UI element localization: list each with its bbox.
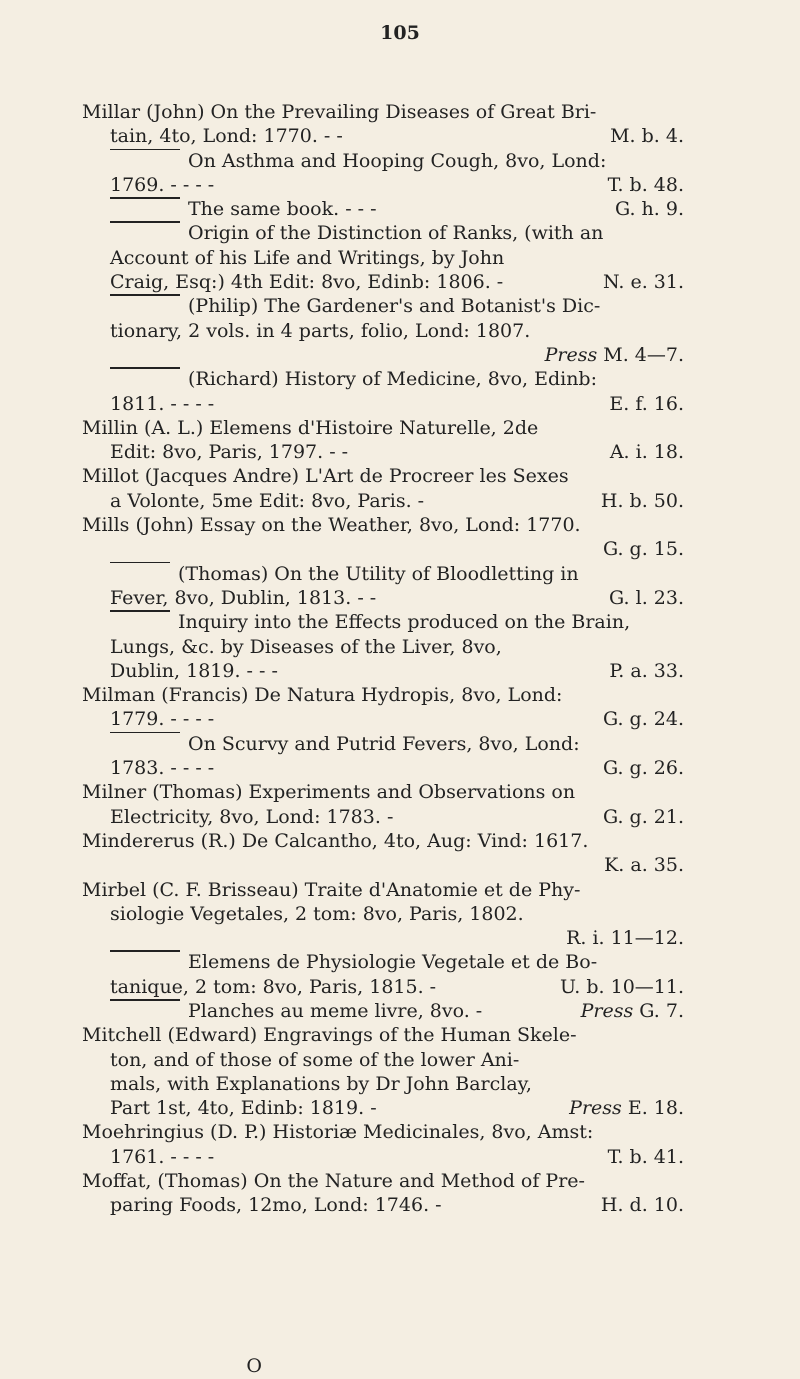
entry-text: a Volonte, 5me Edit: 8vo, Paris. - xyxy=(110,489,425,512)
catalogue-line xyxy=(82,537,684,561)
catalogue-line xyxy=(82,659,684,683)
catalogue-line xyxy=(82,319,684,343)
shelf-mark: G. g. 26. xyxy=(602,757,684,780)
catalogue-line xyxy=(82,1169,684,1193)
catalogue-line xyxy=(82,975,684,999)
catalogue-line xyxy=(82,392,684,416)
entry-text: siologie Vegetales, 2 tom: 8vo, Paris, 1802. xyxy=(110,902,524,925)
catalogue-line xyxy=(82,1096,684,1120)
entry-text: Millar (John) On the Prevailing Diseases of Great Bri- xyxy=(82,101,597,123)
shelf-mark: G. g. 24. xyxy=(602,708,684,731)
catalogue-line xyxy=(82,246,684,270)
shelf-mark: U. b. 10—11. xyxy=(560,975,684,998)
entry-text: paring Foods, 12mo, Lond: 1746. - xyxy=(110,1194,442,1217)
catalogue-line xyxy=(82,367,684,391)
catalogue-line xyxy=(82,124,684,148)
entry-text: On Scurvy and Putrid Fevers, 8vo, Lond: xyxy=(188,732,580,755)
catalogue-line xyxy=(82,416,684,440)
catalogue-line xyxy=(82,878,684,902)
catalogue-line xyxy=(82,562,684,586)
shelf-mark: N. e. 31. xyxy=(602,271,684,294)
entry-text: tanique, 2 tom: 8vo, Paris, 1815. - xyxy=(110,975,437,998)
entry-text: Edit: 8vo, Paris, 1797. - - xyxy=(110,441,349,464)
entry-text: Mills (John) Essay on the Weather, 8vo, Lond: 1770. xyxy=(82,514,581,537)
shelf-mark: Press M. 4—7. xyxy=(544,343,684,366)
catalogue-line xyxy=(82,270,684,294)
catalogue-line xyxy=(82,343,684,367)
page-number: 105 xyxy=(380,22,420,44)
entry-text: 1783. - - - - xyxy=(110,757,215,780)
shelf-mark: M. b. 4. xyxy=(610,125,684,148)
entry-text: ton, and of those of some of the lower Ani- xyxy=(110,1048,520,1071)
entry-text: (Philip) The Gardener's and Botanist's Dic- xyxy=(188,295,601,318)
entry-text: Electricity, 8vo, Lond: 1783. - xyxy=(110,805,394,828)
catalogue-line xyxy=(82,1023,684,1047)
catalogue-line xyxy=(82,635,684,659)
ditto-rule xyxy=(110,197,180,199)
catalogue-line xyxy=(82,853,684,877)
entry-text: 1761. - - - - xyxy=(110,1145,215,1168)
shelf-mark: E. f. 16. xyxy=(609,392,684,415)
shelf-mark: T. b. 41. xyxy=(607,1145,684,1168)
catalogue-line xyxy=(82,950,684,974)
catalogue-line xyxy=(82,1048,684,1072)
catalogue-line xyxy=(82,173,684,197)
entry-text: Dublin, 1819. - - - xyxy=(110,659,278,682)
catalogue-line xyxy=(82,149,684,173)
catalogue-line xyxy=(82,805,684,829)
entry-text: Craig, Esq:) 4th Edit: 8vo, Edinb: 1806. - xyxy=(110,271,504,294)
shelf-mark: T. b. 48. xyxy=(607,173,684,196)
ditto-rule xyxy=(110,999,180,1001)
catalogue-line xyxy=(82,926,684,950)
entry-text: Origin of the Distinction of Ranks, (with an xyxy=(188,222,604,245)
entry-text: mals, with Explanations by Dr John Barclay, xyxy=(110,1072,532,1095)
shelf-mark: G. l. 23. xyxy=(609,586,684,609)
entry-text: Moehringius (D. P.) Historiæ Medicinales, 8vo, Amst: xyxy=(82,1121,594,1144)
entry-text: On Asthma and Hooping Cough, 8vo, Lond: xyxy=(188,149,607,172)
shelf-mark: G. g. 21. xyxy=(602,805,684,828)
catalogue-line xyxy=(82,999,684,1023)
catalogue-line xyxy=(82,683,684,707)
catalogue-line xyxy=(82,756,684,780)
shelf-mark: Press E. 18. xyxy=(569,1097,684,1120)
signature-mark: O xyxy=(246,1355,262,1377)
shelf-mark: A. i. 18. xyxy=(609,441,684,464)
ditto-rule xyxy=(110,149,180,151)
entry-text: Inquiry into the Effects produced on the Brain, xyxy=(178,611,631,634)
entry-text: Milman (Francis) De Natura Hydropis, 8vo, Lond: xyxy=(82,684,563,707)
catalogue-line xyxy=(82,902,684,926)
ditto-rule xyxy=(110,562,170,564)
entry-text: Elemens de Physiologie Vegetale et de Bo- xyxy=(188,951,598,974)
entry-text: Moffat, (Thomas) On the Nature and Method of Pre- xyxy=(82,1170,585,1193)
catalogue-line xyxy=(82,610,684,634)
catalogue-line xyxy=(82,1145,684,1169)
catalogue-line xyxy=(82,1193,684,1217)
entry-text: 1769. - - - - xyxy=(110,173,215,196)
shelf-mark: P. a. 33. xyxy=(609,659,684,682)
entry-text: Millin (A. L.) Elemens d'Histoire Naturelle, 2de xyxy=(82,416,539,439)
catalogue-line xyxy=(82,1072,684,1096)
catalogue-line xyxy=(82,489,684,513)
entry-text: (Thomas) On the Utility of Bloodletting in xyxy=(178,562,579,585)
catalogue-line xyxy=(82,197,684,221)
catalogue-line xyxy=(82,464,684,488)
entry-text: Milner (Thomas) Experiments and Observations on xyxy=(82,781,576,804)
entry-text: Mitchell (Edward) Engravings of the Human Skele- xyxy=(82,1024,577,1047)
entry-text: tionary, 2 vols. in 4 parts, folio, Lond: 1807. xyxy=(110,319,531,342)
entry-text: Mirbel (C. F. Brisseau) Traite d'Anatomie et de Phy- xyxy=(82,878,581,901)
catalogue-line xyxy=(82,100,684,124)
entry-text: 1779. - - - - xyxy=(110,708,215,731)
shelf-mark: H. b. 50. xyxy=(600,489,684,512)
entry-text: The same book. - - - xyxy=(188,198,377,221)
catalogue-line xyxy=(82,732,684,756)
shelf-mark: K. a. 35. xyxy=(604,854,684,877)
shelf-mark: G. h. 9. xyxy=(614,198,684,221)
entry-text: Lungs, &c. by Diseases of the Liver, 8vo, xyxy=(110,635,502,658)
shelf-mark: H. d. 10. xyxy=(600,1194,684,1217)
catalogue-line xyxy=(82,707,684,731)
entry-text: Millot (Jacques Andre) L'Art de Procreer les Sexes xyxy=(82,465,569,488)
catalogue-line xyxy=(82,294,684,318)
ditto-rule xyxy=(110,221,180,223)
ditto-rule xyxy=(110,367,180,369)
ditto-rule xyxy=(110,732,180,734)
entry-text: Fever, 8vo, Dublin, 1813. - - xyxy=(110,586,377,609)
entry-text: Part 1st, 4to, Edinb: 1819. - xyxy=(110,1097,377,1120)
entry-text: Mindererus (R.) De Calcantho, 4to, Aug: Vind: 1617. xyxy=(82,829,589,852)
catalogue-line xyxy=(82,513,684,537)
entry-text: Account of his Life and Writings, by John xyxy=(110,246,505,269)
catalogue-line xyxy=(82,829,684,853)
ditto-rule xyxy=(110,294,180,296)
catalogue-entries xyxy=(82,100,684,1218)
catalogue-line xyxy=(82,586,684,610)
entry-text: tain, 4to, Lond: 1770. - - xyxy=(110,125,343,148)
shelf-mark: R. i. 11—12. xyxy=(566,927,684,950)
entry-text: (Richard) History of Medicine, 8vo, Edinb: xyxy=(188,368,598,391)
ditto-rule xyxy=(110,950,180,952)
shelf-mark: Press G. 7. xyxy=(580,999,684,1022)
catalogue-line xyxy=(82,1120,684,1144)
catalogue-line xyxy=(82,780,684,804)
entry-text: 1811. - - - - xyxy=(110,392,215,415)
catalogue-line xyxy=(82,221,684,245)
catalogue-line xyxy=(82,440,684,464)
entry-text: Planches au meme livre, 8vo. - xyxy=(188,999,483,1022)
shelf-mark: G. g. 15. xyxy=(602,538,684,561)
ditto-rule xyxy=(110,610,170,612)
